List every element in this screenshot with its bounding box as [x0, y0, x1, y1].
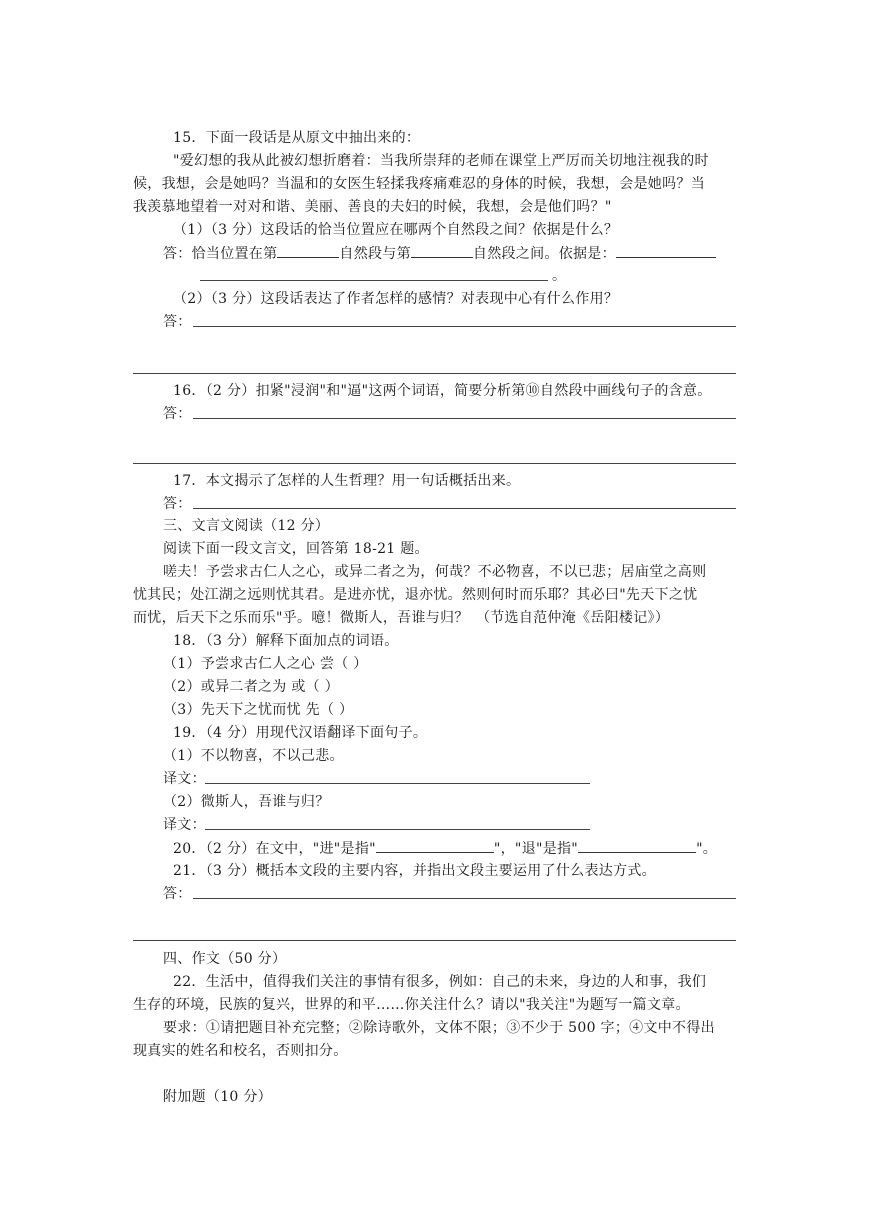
- q15-answer-1-end: 。: [552, 268, 567, 284]
- q16-answer-label: 答：: [163, 406, 192, 422]
- q15-sub-question-1: （1）（3 分）这段话的恰当位置应在哪两个自然段之间？依据是什么？: [173, 222, 619, 238]
- q19-item-2: （2）微斯人，吾谁与归？: [163, 794, 330, 810]
- q15-answer-1-label-c: 自然段之间。依据是：: [472, 246, 616, 262]
- q15-quote-line-2: 候，我想，会是她吗？当温和的女医生轻揉我疼痛难忍的身体的时候，我想，会是她吗？当: [133, 176, 705, 192]
- q21-answer-label: 答：: [163, 886, 192, 902]
- q19-translation-1-line[interactable]: [205, 783, 590, 784]
- q18-item-3: （3）先天下之忧而忧 先（ ）: [163, 702, 354, 718]
- section-3-heading: 三、文言文阅读（12 分）: [163, 518, 330, 534]
- q18-item-1: （1）予尝求古仁人之心 尝（ ）: [163, 656, 368, 672]
- q17-title: 17．本文揭示了怎样的人生哲理？用一句话概括出来。: [173, 473, 521, 489]
- q15-title: 15．下面一段话是从原文中抽出来的：: [173, 130, 421, 146]
- q15-answer-2-label: 答：: [163, 314, 192, 330]
- q18-item-2: （2）或异二者之为 或（ ）: [163, 679, 340, 695]
- passage-line-3: 而忧，后天下之乐而乐"乎。噫！微斯人，吾谁与归？ （节选自范仲淹《岳阳楼记》）: [133, 610, 670, 626]
- q21-title: 21．（3 分）概括本文段的主要内容，并指出文段主要运用了什么表达方式。: [173, 863, 656, 879]
- q19-translation-2-line[interactable]: [205, 829, 590, 830]
- q19-title: 19．（4 分）用现代汉语翻译下面句子。: [173, 725, 428, 741]
- q18-title: 18．（3 分）解释下面加点的词语。: [173, 633, 399, 649]
- passage-line-2: 忧其民；处江湖之远则忧其君。是进亦忧，退亦忧。然则何时而乐耶？其必曰"先天下之忧: [133, 587, 698, 603]
- q15-quote-line-1: "爱幻想的我从此被幻想折磨着：当我所崇拜的老师在课堂上严厉而关切地注视我的时: [173, 153, 709, 169]
- blank-reason-continued[interactable]: [200, 280, 548, 281]
- passage-line-1: 嗟夫！予尝求古仁人之心，或异二者之为，何哉？不必物喜，不以已悲；居庙堂之高则: [163, 564, 707, 580]
- blank-paragraph-start[interactable]: [277, 243, 339, 258]
- q20-line: [173, 838, 717, 859]
- q17-answer-line[interactable]: [193, 508, 736, 509]
- q15-sub-question-2: （2）（3 分）这段话表达了作者怎样的感情？对表现中心有什么作用？: [173, 291, 619, 307]
- q22-line-2: 生存的环境，民族的复兴，世界的和平……你关注什么？请以"我关注"为题写一篇文章。: [133, 997, 690, 1013]
- q15-answer-2-line-1[interactable]: [193, 326, 736, 327]
- q19-item-1: （1）不以物喜，不以己悲。: [163, 748, 344, 764]
- q15-answer-1-label-a: 答：恰当位置在第: [163, 246, 278, 262]
- blank-tui-meaning[interactable]: [578, 838, 696, 853]
- q20-part-b: "，"退"是指": [493, 841, 579, 857]
- q16-answer-line-2[interactable]: [133, 463, 736, 464]
- blank-paragraph-end[interactable]: [411, 243, 473, 258]
- q15-quote-line-3: 我羡慕地望着一对对和谐、美丽、善良的夫妇的时候，我想，会是他们吗？": [133, 199, 612, 215]
- q20-part-a: 20．（2 分）在文中，"进"是指": [173, 841, 376, 857]
- q19-translation-1-label: 译文：: [163, 771, 206, 787]
- q20-part-c: "。: [696, 841, 718, 857]
- q17-answer-label: 答：: [163, 496, 192, 512]
- blank-jin-meaning[interactable]: [376, 838, 494, 853]
- section-4-heading: 四、作文（50 分）: [163, 951, 287, 967]
- q16-title: 16．（2 分）扣紧"浸润"和"逼"这两个词语，简要分析第⑩自然段中画线句子的含意。: [173, 383, 712, 399]
- q16-answer-line-1[interactable]: [193, 418, 736, 419]
- q22-requirements-line-1: 要求：①请把题目补充完整；②除诗歌外，文体不限；③不少于 500 字；④文中不得出: [163, 1020, 715, 1036]
- q22-line-1: 22．生活中，值得我们关注的事情有很多，例如：自己的未来，身边的人和事，我们: [173, 974, 707, 990]
- blank-reason[interactable]: [616, 243, 716, 258]
- bonus-heading: 附加题（10 分）: [163, 1089, 272, 1105]
- q15-answer-1-label-b: 自然段与第: [339, 246, 411, 262]
- q21-answer-line-1[interactable]: [193, 898, 736, 899]
- q15-answer-2-line-2[interactable]: [133, 373, 736, 374]
- q22-requirements-line-2: 现真实的姓名和校名，否则扣分。: [133, 1043, 348, 1059]
- q19-translation-2-label: 译文：: [163, 817, 206, 833]
- section-3-instruction: 阅读下面一段文言文，回答第 18-21 题。: [163, 541, 429, 557]
- q21-answer-line-2[interactable]: [133, 940, 736, 941]
- q15-answer-1-line: [163, 243, 716, 264]
